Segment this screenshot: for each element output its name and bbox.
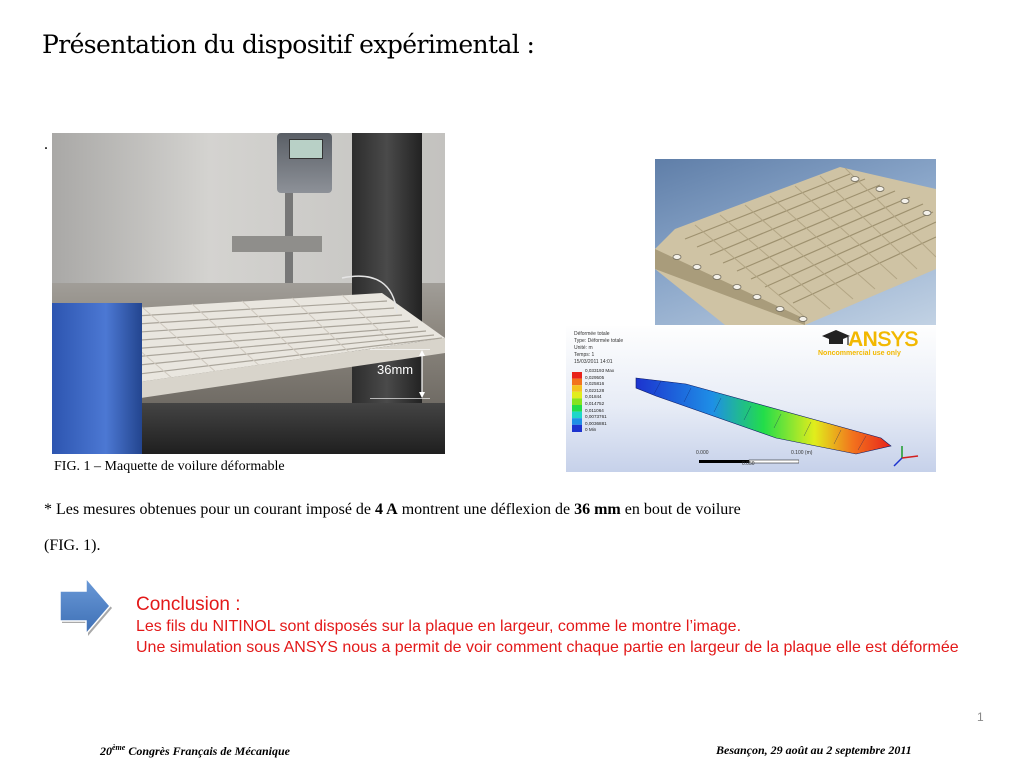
experimental-setup-photo <box>52 133 445 454</box>
gauge-arm <box>232 236 322 252</box>
measures-text-2: montrent une déflexion de <box>397 501 575 518</box>
ansys-color-legend <box>572 372 582 432</box>
footer-edition-suffix: ème <box>112 743 126 752</box>
ansys-logo <box>848 328 918 352</box>
blue-support-base <box>52 303 142 454</box>
ansys-license-note: Noncommercial use only <box>818 350 901 357</box>
ansys-deformed-plate <box>626 366 926 466</box>
deflection-dimension-label: 36mm <box>377 362 414 377</box>
conclusion-block <box>136 594 966 658</box>
ansys-logo-an: AN <box>848 328 878 351</box>
footer-conference-name: Congrès Français de Mécanique <box>125 744 291 758</box>
measures-text-3: en bout de voilure <box>620 501 741 518</box>
ansys-scale-mid: 0.050 <box>742 461 755 467</box>
ansys-simulation-image <box>566 326 936 472</box>
ansys-legend-values: 0,033193 Max 0,029505 0,025816 0,022128 0,01844 0,014752 0,011064 0,0073761 0,0036881 0 Min <box>585 368 615 433</box>
axis-triad-icon <box>888 444 928 470</box>
footer-edition-number: 20 <box>100 744 112 758</box>
measures-text-1: * Les mesures obtenues pour un courant imposé de <box>44 501 376 518</box>
photo-dark-base <box>142 403 445 454</box>
ansys-logo-sys: SYS <box>877 328 918 351</box>
dial-gauge <box>277 133 332 193</box>
plate-3d-model <box>655 159 936 325</box>
footer-location-dates: Besançon, 29 août au 2 septembre 2011 <box>716 743 912 757</box>
bullet-dot: . <box>44 136 48 153</box>
ansys-meta-info: Déformée totale Type: Déformée totale Unité: m Temps: 1 15/03/2011 14:01 <box>574 331 624 365</box>
right-arrow-icon <box>56 575 112 637</box>
measurement-paragraph <box>44 492 954 564</box>
page-number: 1 <box>977 710 984 724</box>
measures-current: 4 A <box>375 501 398 518</box>
footer-conference <box>100 743 290 759</box>
figure-caption: FIG. 1 – Maquette de voilure déformable <box>54 459 285 474</box>
measures-deflection: 36 mm <box>574 501 621 518</box>
measures-text-4: (FIG. 1). <box>44 537 101 554</box>
plate-3d-rendering <box>655 159 936 325</box>
slide-title: Présentation du dispositif expérimental : <box>42 30 535 59</box>
conclusion-line-1: Les fils du NITINOL sont disposés sur la plaque en largeur, comme le montre l’image. <box>136 618 742 635</box>
conclusion-title: Conclusion : <box>136 594 241 615</box>
ansys-scale-right: 0.100 (m) <box>791 450 813 456</box>
conclusion-line-2: Une simulation sous ANSYS nous a permit de voir comment chaque partie en largeur de la plaque elle est déformée <box>136 639 959 656</box>
ansys-scale-left: 0.000 <box>696 450 709 456</box>
